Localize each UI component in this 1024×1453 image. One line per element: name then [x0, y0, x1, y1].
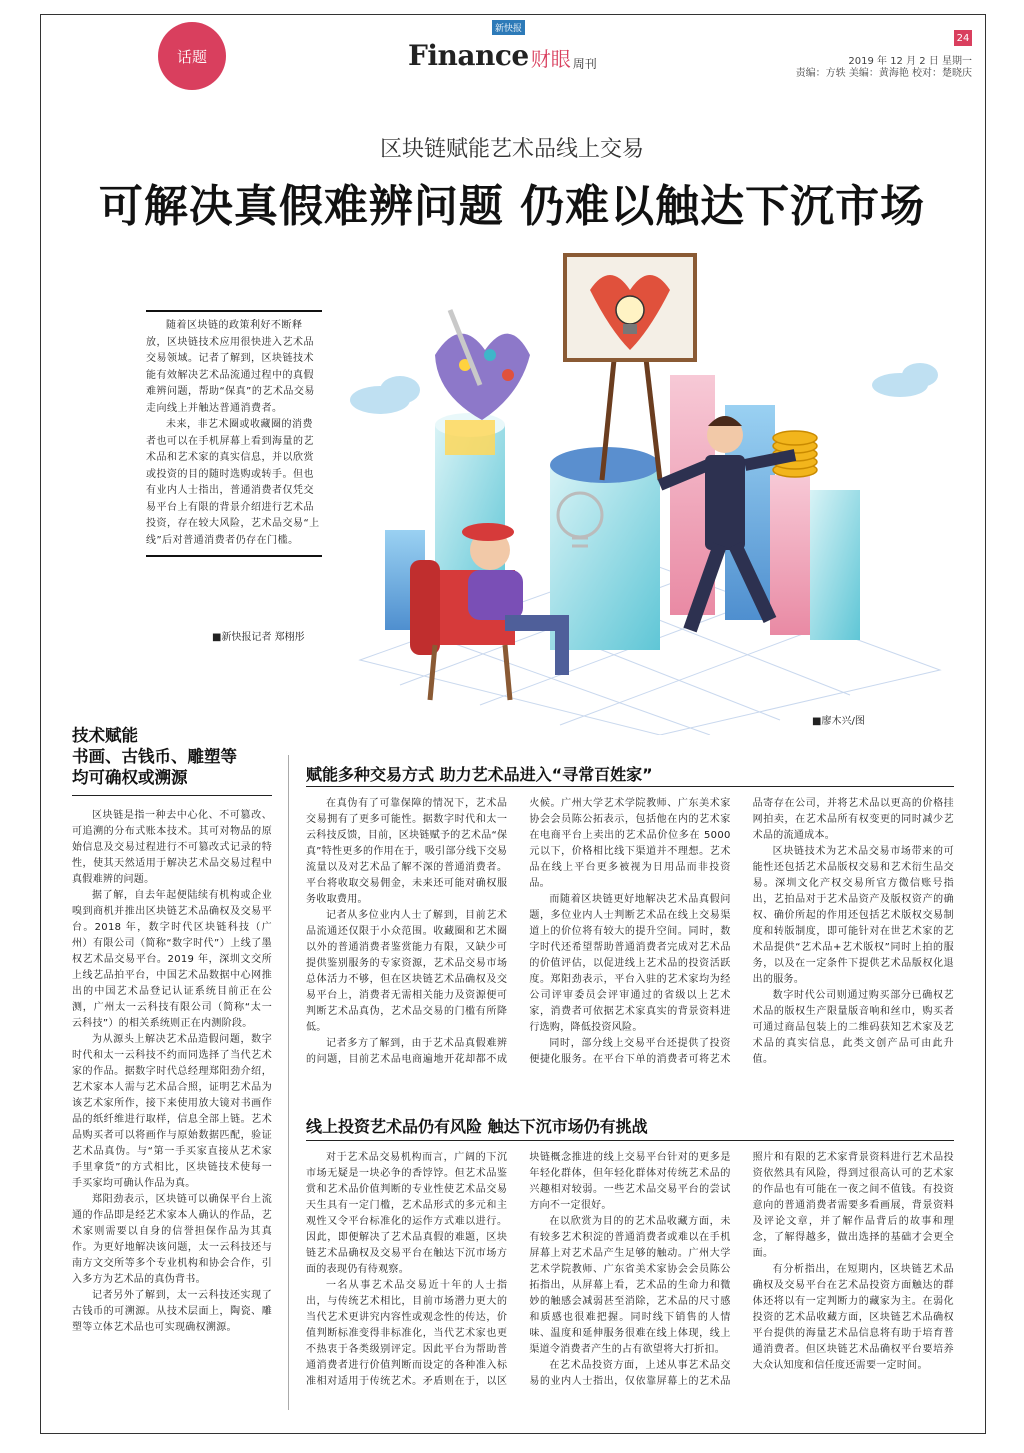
body-paragraph: 对于艺术品交易机构而言，广阔的下沉市场无疑是一块必争的香饽饽。但艺术品鉴赏和艺术品价值判断的专业性使艺术品交易天生具有一定门槛，艺术品形式的多元和主观性又令平台标准化的运作方式难以进行。因此，即便解决了艺术品真假的难题，区块链艺术品确权及交易平台在触达下沉市场方面的表现仍有待观察。	[306, 1152, 508, 1275]
section3-heading: 线上投资艺术品仍有风险 触达下沉市场仍有挑战	[306, 1117, 648, 1136]
body-paragraph: 在艺术品投资方面，上述从事艺术品交易的业内人士指出，仅依靠屏幕上的艺术品照片和有限的艺术家背景资料进行艺术品投资依然具有风险，得到过很高认可的艺术家的作品也有可能在一夜之间不值钱。有投资意向的普通消费者需要多看画展，背景资料及评论文章，并了解作品背后的故事和理念，了解得越多，做出选择的基础才会更全面。	[529, 1152, 954, 1387]
section2-heading: 赋能多种交易方式 助力艺术品进入“寻常百姓家”	[306, 765, 653, 784]
glow-box	[445, 420, 495, 455]
masthead	[408, 36, 597, 72]
section1-heading-line: 书画、古钱币、雕塑等	[72, 747, 237, 766]
body-paragraph: 据了解，自去年起便陆续有机构或企业嗅到商机并推出区块链艺术品确权及交易平台。2018 年，数字时代区块链科技（广州）有限公司（简称“数字时代”）上线了墨权艺术品交易平台。2019 年，深圳文交所上线艺品拍平台，中国艺术品数据中心网推出的中国艺术品登记认证系统目前正在公测，广州太一云科技有限公司（简称“太一云科技”）的相关系统则正在内测阶段。	[72, 890, 272, 1029]
section3-body	[306, 1150, 954, 1412]
illustration	[340, 230, 960, 735]
masthead-badge: 新快报	[492, 20, 525, 35]
lead-paragraph: 未来，非艺术圈或收藏圈的消费者也可以在手机屏幕上看到海量的艺术品和艺术家的真实信息，并以欣赏或投资的目的随时选购或转手。但也有业内人士指出，普通消费者仅凭交易平台上有限的背景介绍进行艺术品投资，存在较大风险，艺术品交易“上线”后对普通消费者仍存在门槛。	[146, 419, 320, 546]
body-paragraph: 区块链技术为艺术品交易市场带来的可能性还包括艺术品版权交易和艺术衍生品交易。深圳文化产权交易所官方微信账号指出，艺拍品对于艺术品资产及版权资产的确权、确价所起的作用还包括艺术版权交易制度和转版制度，即可能针对在世艺术家的艺术品提供“艺术品+艺术版权”同时上拍的服务，以及在一定条件下提供艺术品版权化退出的服务。	[752, 846, 954, 985]
lead-box	[146, 310, 322, 557]
body-paragraph: 在以欣赏为目的的艺术品收藏方面，未有较多艺术积淀的普通消费者或难以在手机屏幕上对艺术品产生足够的触动。广州大学艺术学院教师、广东省美术家协会会员陈公拓指出，从屏幕上看，艺术品的生命力和微妙的触感会减弱甚至消除，艺术品的尺寸感和质感也很难把握。同时线下销售的人情味、温度和延伸服务很难在线上体现，线上渠道令消费者产生的占有欲望将大打折扣。	[529, 1216, 731, 1355]
dateline: 2019 年 12 月 2 日 星期一	[848, 56, 972, 67]
illustration-credit: ■廖木兴/图	[812, 716, 865, 727]
masthead-latin: Finance	[408, 39, 529, 72]
body-paragraph: 为从源头上解决艺术品造假问题，数字时代和太一云科技不约而同选择了当代艺术家的作品。据数字时代总经理郑阳劲介绍，艺术家本人需与艺术品合照，证明艺术品为该艺术家所作，接下来使用放大镜对书画作品的纸纤维进行取样，信息全部上链。艺术品购买者可以将画作与原始数据匹配，验证艺术品真伪。与“第一手买家直接从艺术家手里拿货”的方式相比，区块链技术使每一手买家均可确认作品为真。	[72, 1034, 272, 1189]
section2-body	[306, 796, 954, 1098]
body-paragraph: 一名从事艺术品交易近十年的人士指出，与传统艺术相比，目前市场潜力更大的当代艺术更讲究内容性或观念性的传达，价值判断标准变得非标准化，当代艺术家也更不热衷于各类级别评定。因此平台为帮助普通消费者进行价值判断而设定的各种准入标准相对适用于传统艺术。矛盾则在于，以区块链概念推进的线上交易平台针对的更多是年轻化群体，但年轻化群体对传统艺术品的兴趣相对较弱。一些艺术品交易平台的尝试方向不一定很好。	[306, 1152, 731, 1387]
body-paragraph: 有分析指出，在短期内，区块链艺术品确权及交易平台在艺术品投资方面触达的群体还将以有一定判断力的藏家为主。在弱化投资的艺术品收藏方面，区块链艺术品确权平台提供的海量艺术品信息将有助于培育普通消费者。但区块链艺术品确权平台要培养大众认知度和信任度还需要一定时间。	[752, 1264, 954, 1371]
section2-rule	[306, 786, 954, 787]
lead-paragraph: 随着区块链的政策利好不断释放，区块链技术应用很快进入艺术品交易领域。记者了解到，区块链技术能有效解决艺术品流通过程中的真假难辨问题，帮助“保真”的艺术品交易走向线上并触达普通消费者。	[146, 320, 315, 414]
seated-man	[410, 523, 569, 700]
section3-rule	[306, 1140, 954, 1141]
body-paragraph: 记者多方了解到，由于艺术品真假难辨的问题，目前艺术品电商遍地开花却都不成火候。广州大学艺术学院教师、广东美术家协会会员陈公拓表示，包括他在内的艺术家在电商平台上卖出的艺术品价位多在 5000 元以下，价格相比线下渠道并不理想。艺术品在线上平台更多被视为日用品而非投资品。	[306, 798, 731, 1065]
lead-bottom-rule	[146, 555, 322, 557]
column-divider	[288, 755, 289, 1410]
body-paragraph: 区块链是指一种去中心化、不可篡改、可追溯的分布式账本技术。其可对物品的原始信息及交易过程进行不可篡改式记录的特性，使其天然适用于解决艺术品交易过程中真假难辨的问题。	[72, 810, 272, 885]
masthead-sub: 周刊	[572, 57, 597, 71]
body-paragraph: 记者另外了解到，太一云科技还实现了古钱币的可溯源。从技术层面上，陶瓷、雕塑等立体艺术品也可实现确权溯源。	[72, 1290, 272, 1333]
masthead-cn: 财眼	[530, 47, 571, 71]
editor-credits: 责编：方轶 美编：黄海艳 校对：楚晓庆	[795, 68, 972, 79]
section1-body	[72, 808, 272, 1410]
section1-heading-line: 技术赋能	[72, 726, 138, 745]
page-number: 24	[954, 30, 972, 46]
body-paragraph: 郑阳劲表示，区块链可以确保平台上流通的作品即是经艺术家本人确认的作品，艺术家则需要以自身的信誉担保作品为其真作。为更好地解决该问题，太一云科技还与南方文交所等多个专业机构和协会合作，引入多方为艺术品的真伪背书。	[72, 1194, 272, 1285]
body-paragraph: 同时，部分线上交易平台还提供了投资便捷化服务。在平台下单的消费者可将艺术品寄存在公司，并将艺术品以更高的价格挂网拍卖，在艺术品所有权变更的同时减少艺术品的流通成本。	[529, 798, 954, 1065]
section1-heading-line: 均可确权或溯源	[72, 768, 188, 787]
palette-heart	[435, 310, 530, 420]
body-paragraph: 在真伪有了可靠保障的情况下，艺术品交易拥有了更多可能性。据数字时代和太一云科技反馈，目前，区块链赋予的艺术品“保真”特性更多的作用在于，吸引部分线下交易流量以及对艺术品了解不深的普通消费者。平台将收取交易佣金，未来还可能对确权服务收取费用。	[306, 798, 508, 905]
section1-heading-rule	[72, 795, 272, 796]
body-paragraph: 记者从多位业内人士了解到，目前艺术品流通还仅限于小众范围。收藏圈和艺术圈以外的普通消费者鉴赏能力有限，又缺少可提供鉴别服务的专家资源，艺术品交易市场总体活力不够，但在区块链艺术品确权及交易平台上，消费者无需相关能力及资源便可判断艺术品真伪，艺术品交易的门槛有所降低。	[306, 910, 508, 1033]
body-paragraph: 数字时代公司则通过购买部分已确权艺术品的版权生产限量版音响和丝巾，购买者可通过商品包装上的二维码获知艺术家及艺术品的真实信息，此类文创产品可由此升值。	[752, 990, 954, 1065]
kicker: 区块链赋能艺术品线上交易	[379, 137, 644, 162]
lead-top-rule	[146, 310, 322, 312]
topic-tag: 话题	[158, 22, 226, 90]
byline: ■新快报记者 郑栩彤	[212, 632, 305, 643]
body-paragraph: 而随着区块链更好地解决艺术品真假问题，多位业内人士判断艺术品在线上交易渠道上的价位将有较大的提升空间。同时，数字时代还希望帮助普通消费者完成对艺术品的价值评估，以促进线上艺术品的投资活跃度。郑阳劲表示，平台入驻的艺术家均为经公司评审委员会评审通过的省级以上艺术家，消费者可依据艺术家真实的背景资料进行选购，降低投资风险。	[529, 894, 731, 1033]
section1-heading	[72, 725, 252, 788]
headline: 可解决真假难辨问题 仍难以触达下沉市场	[98, 181, 926, 232]
